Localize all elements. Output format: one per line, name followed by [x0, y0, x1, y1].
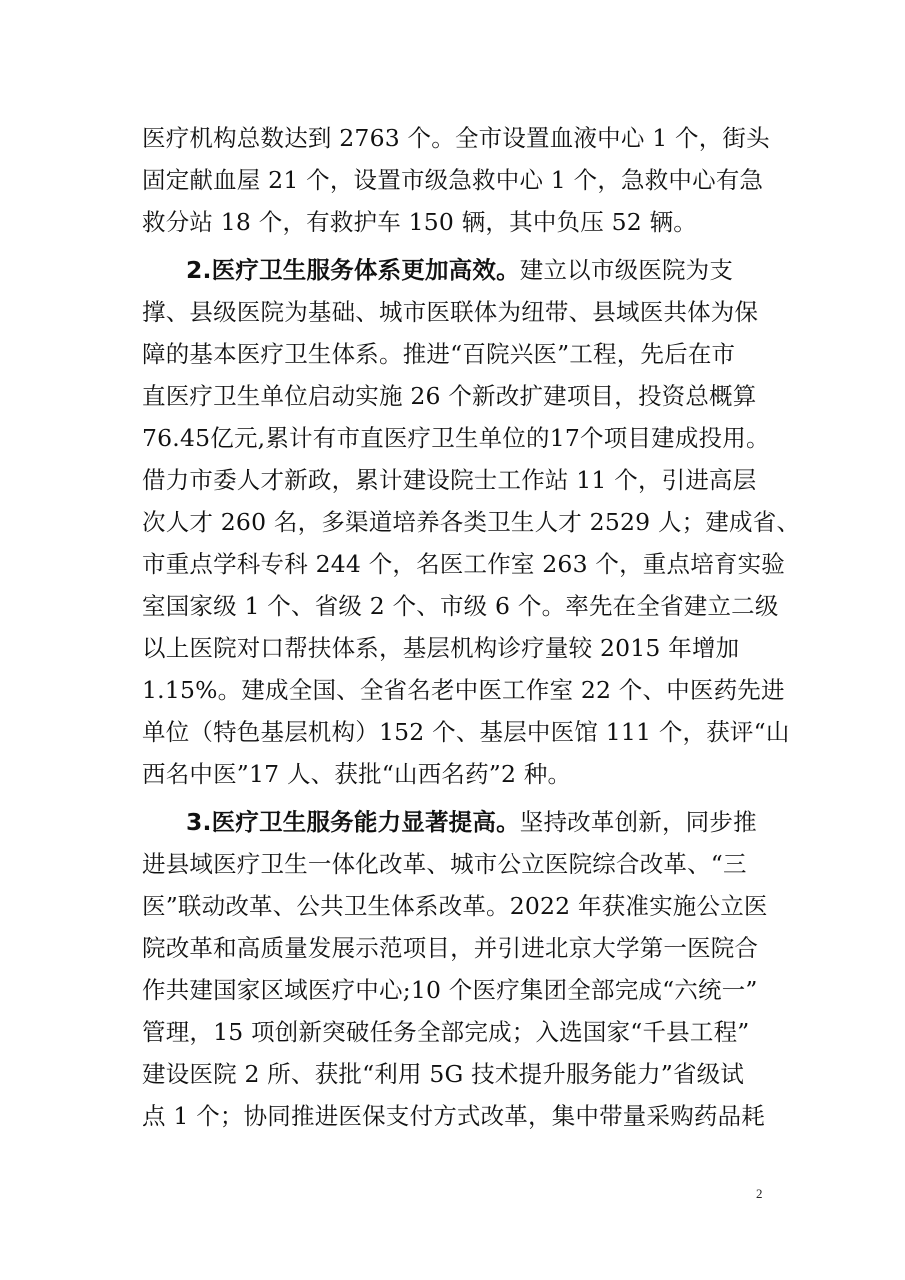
paragraph3-line: 作共建国家区域医疗中心;10 个医疗集团全部完成“六统一” — [142, 976, 758, 1004]
paragraph3-line: 建设医院 2 所、获批“利用 5G 技术提升服务能力”省级试 — [142, 1060, 745, 1088]
paragraph2-first-line — [186, 254, 816, 286]
paragraph2-line: 以上医院对口帮扶体系，基层机构诊疗量较 2015 年增加 — [142, 634, 740, 662]
paragraph3-line: 医”联动改革、公共卫生体系改革。2022 年获准实施公立医 — [142, 892, 768, 920]
paragraph3-line: 点 1 个；协同推进医保支付方式改革，集中带量采购药品耗 — [142, 1102, 765, 1130]
paragraph2-line: 1.15%。建成全国、全省名老中医工作室 22 个、中医药先进 — [142, 676, 785, 704]
paragraph1-line: 救分站 18 个，有救护车 150 辆，其中负压 52 辆。 — [142, 208, 697, 236]
paragraph2-line: 室国家级 1 个、省级 2 个、市级 6 个。率先在全省建立二级 — [142, 592, 779, 620]
paragraph2-line: 撑、县级医院为基础、城市医联体为纽带、县域医共体为保 — [142, 298, 759, 326]
paragraph3-line: 坚持改革创新，同步推 — [519, 808, 757, 836]
paragraph3-first-line — [186, 806, 816, 838]
paragraph2-heading: 2.医疗卫生服务体系更加高效。 — [186, 256, 520, 284]
paragraph3-line: 院改革和高质量发展示范项目，并引进北京大学第一医院合 — [142, 934, 759, 962]
paragraph2-line: 次人才 260 名，多渠道培养各类卫生人才 2529 人；建成省、 — [142, 508, 801, 536]
paragraph2-line: 西名中医”17 人、获批“山西名药”2 种。 — [142, 760, 572, 788]
paragraph2-line: 障的基本医疗卫生体系。推进“百院兴医”工程，先后在市 — [142, 340, 736, 368]
page-number: 2 — [756, 1186, 763, 1201]
paragraph2-line: 建立以市级医院为支 — [519, 256, 734, 284]
paragraph3-line: 管理，15 项创新突破任务全部完成；入选国家“千县工程” — [142, 1018, 750, 1046]
paragraph2-line: 市重点学科专科 244 个，名医工作室 263 个，重点培育实验 — [142, 550, 785, 578]
paragraph1-line: 医疗机构总数达到 2763 个。全市设置血液中心 1 个，街头 — [142, 124, 770, 152]
paragraph1-line: 固定献血屋 21 个，设置市级急救中心 1 个，急救中心有急 — [142, 166, 764, 194]
paragraph2-line: 单位（特色基层机构）152 个、基层中医馆 111 个，获评“山 — [142, 718, 790, 746]
paragraph2-line: 76.45亿元,累计有市直医疗卫生单位的17个项目建成投用。 — [142, 424, 770, 452]
paragraph3-heading: 3.医疗卫生服务能力显著提高。 — [186, 808, 520, 836]
paragraph2-line: 直医疗卫生单位启动实施 26 个新改扩建项目，投资总概算 — [142, 382, 757, 410]
paragraph2-line: 借力市委人才新政，累计建设院士工作站 11 个，引进高层 — [142, 466, 757, 494]
paragraph3-line: 进县域医疗卫生一体化改革、城市公立医院综合改革、“三 — [142, 850, 747, 878]
